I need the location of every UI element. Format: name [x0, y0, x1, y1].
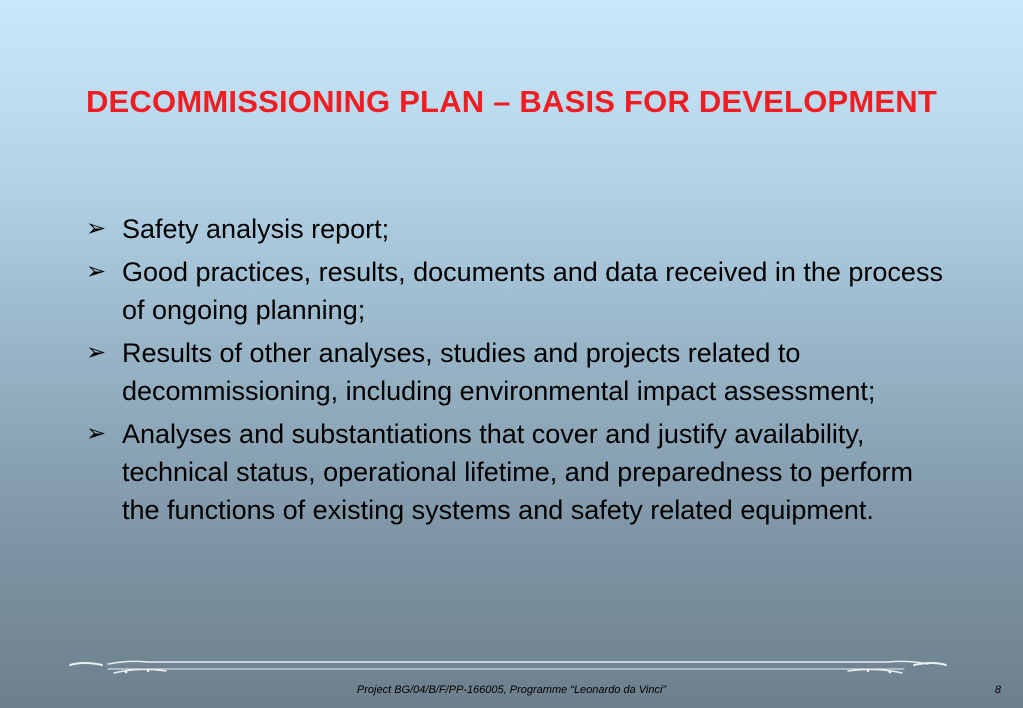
arrow-bullet-icon: ➢: [86, 258, 107, 285]
bullet-item: [86, 415, 946, 529]
bullet-text: Good practices, results, documents and data received in the process of ongoing planning;: [122, 257, 943, 325]
bullet-text: Analyses and substantiations that cover and justify availability, technical status, operational lifetime, and preparedness to perform the functions of existing systems and safety related equipment.: [122, 419, 913, 525]
decorative-divider: [68, 656, 948, 680]
arrow-bullet-icon: ➢: [86, 215, 107, 242]
bullet-text: Results of other analyses, studies and projects related to decommissioning, including environmental impact assessment;: [122, 338, 876, 406]
bullet-item: [86, 253, 946, 329]
arrow-bullet-icon: ➢: [86, 420, 107, 447]
arrow-bullet-icon: ➢: [86, 339, 107, 366]
slide-title: DECOMMISSIONING PLAN – BASIS FOR DEVELOPMENT: [85, 84, 938, 119]
page-number: 8: [994, 684, 1001, 696]
footer-project-text: Project BG/04/B/F/PP-166005, Programme “Leonardo da Vinci”: [356, 684, 667, 696]
bullet-item: [86, 334, 946, 410]
bullet-text: Safety analysis report;: [122, 214, 390, 244]
bullet-item: [86, 210, 946, 248]
bullet-list: [86, 210, 946, 534]
